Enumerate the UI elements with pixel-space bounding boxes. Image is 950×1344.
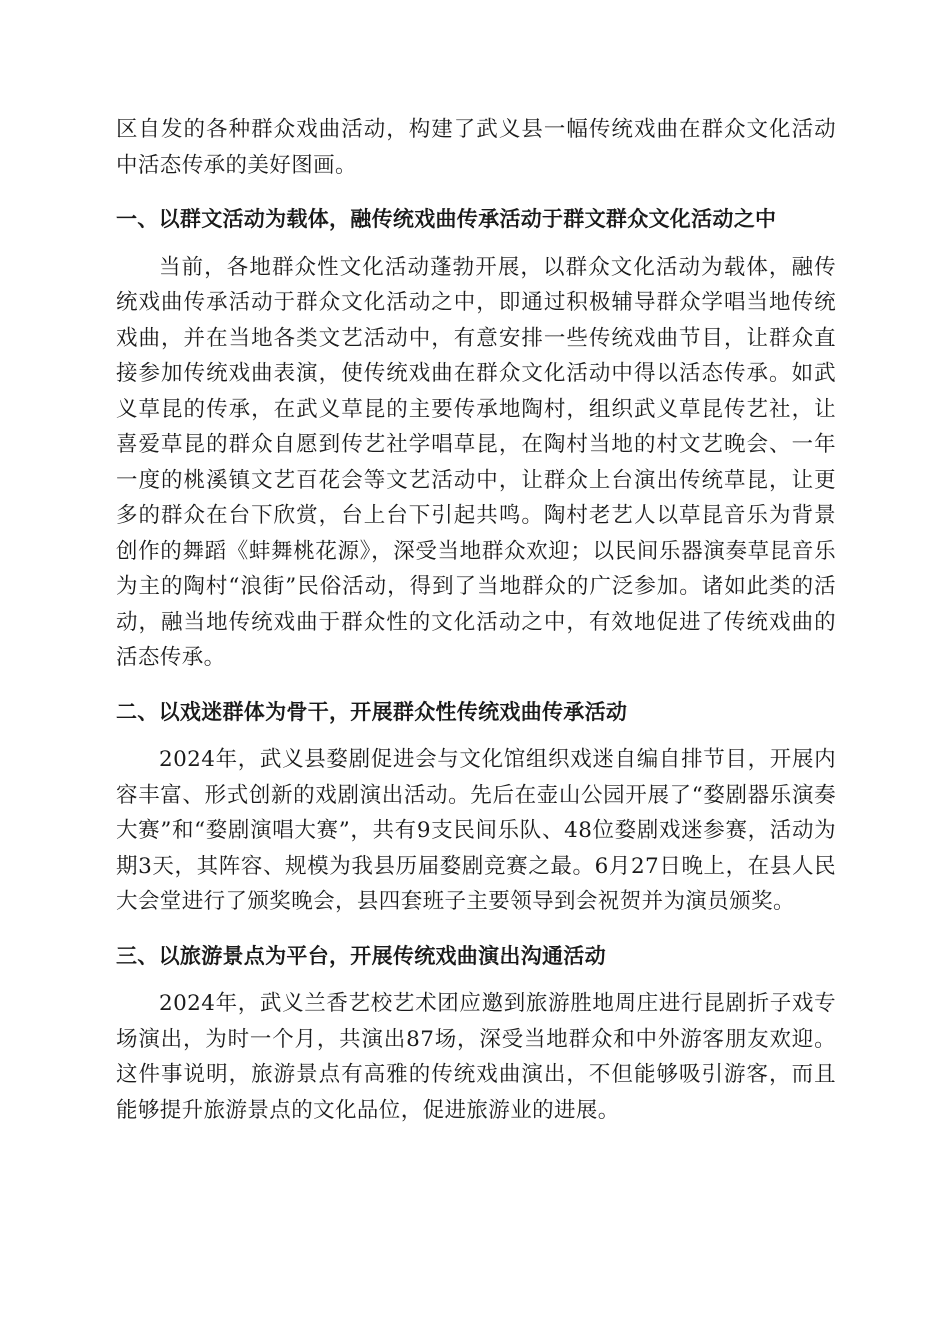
section-2-paragraph: 2024年，武义县婺剧促进会与文化馆组织戏迷自编自排节目，开展内容丰富、形式创新的戏剧演出活动。先后在壶山公园开展了“婺剧器乐演奏大赛”和“婺剧演唱大赛”，共有9支民间乐队、48位婺剧戏迷参赛，活动为期3天，其阵容、规模为我县历届婺剧竞赛之最。6月27日晚上，在县人民大会堂进行了颁奖晚会，县四套班子主要领导到会祝贺并为演员颁奖。 — [116, 747, 836, 914]
document-body — [116, 112, 836, 1128]
section-1-heading: 一、以群文活动为载体，融传统戏曲传承活动于群文群众文化活动之中 — [116, 207, 777, 231]
section-1-paragraph: 当前，各地群众性文化活动蓬勃开展，以群众文化活动为载体，融传统戏曲传承活动于群众文化活动之中，即通过积极辅导群众学唱当地传统戏曲，并在当地各类文艺活动中，有意安排一些传统戏曲节目，让群众直接参加传统戏曲表演，使传统戏曲在群众文化活动中得以活态传承。如武义草昆的传承，在武义草昆的主要传承地陶村，组织武义草昆传艺社，让喜爱草昆的群众自愿到传艺社学唱草昆，在陶村当地的村文艺晚会、一年一度的桃溪镇文艺百花会等文艺活动中，让群众上台演出传统草昆，让更多的群众在台下欣赏，台上台下引起共鸣。陶村老艺人以草昆音乐为背景创作的舞蹈《蚌舞桃花源》，深受当地群众欢迎；以民间乐器演奏草昆音乐为主的陶村“浪街”民俗活动，得到了当地群众的广泛参加。诸如此类的活动，融当地传统戏曲于群众性的文化活动之中，有效地促进了传统戏曲的活态传承。 — [116, 254, 836, 670]
intro-paragraph: 区自发的各种群众戏曲活动，构建了武义县一幅传统戏曲在群众文化活动中活态传承的美好图画。 — [116, 117, 836, 178]
section-3-paragraph: 2024年，武义兰香艺校艺术团应邀到旅游胜地周庄进行昆剧折子戏专场演出，为时一个月，共演出87场，深受当地群众和中外游客朋友欢迎。这件事说明，旅游景点有高雅的传统戏曲演出，不但能够吸引游客，而且能够提升旅游景点的文化品位，促进旅游业的进展。 — [116, 991, 836, 1123]
section-2-heading: 二、以戏迷群体为骨干，开展群众性传统戏曲传承活动 — [116, 699, 628, 724]
section-3-heading: 三、以旅游景点为平台，开展传统戏曲演出沟通活动 — [116, 943, 606, 968]
